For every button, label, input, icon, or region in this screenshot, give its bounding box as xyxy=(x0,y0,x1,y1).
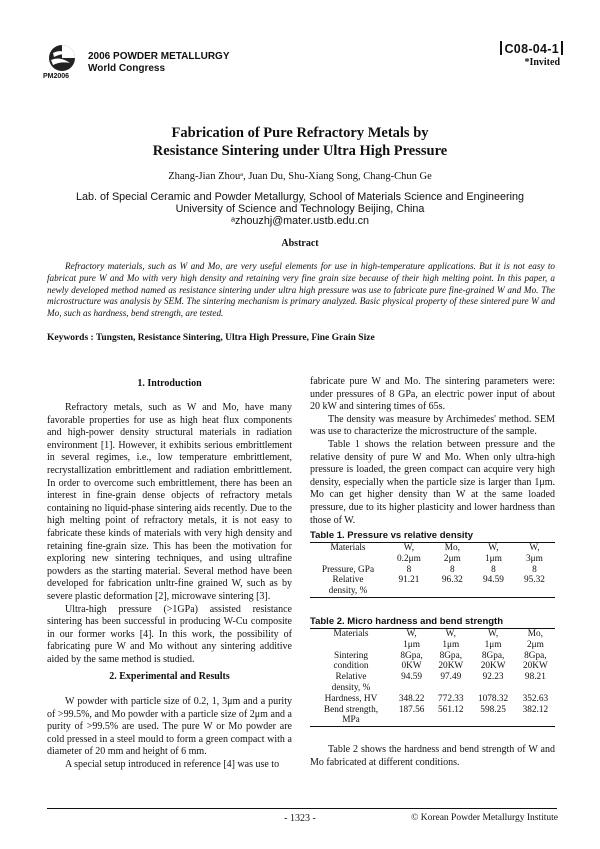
table-cell: 772.33 xyxy=(438,693,464,704)
table-header-cell: W, 3μm xyxy=(526,543,543,564)
table-row-label: Hardness, HV xyxy=(324,693,378,704)
table-cell: 8 xyxy=(450,564,455,575)
section-introduction-body xyxy=(47,402,292,666)
invited-label: *Invited xyxy=(524,57,560,68)
author-email: ᵃzhouzhj@mater.ustb.edu.cn xyxy=(230,215,370,227)
table-row-label: Sintering condition xyxy=(333,650,369,672)
table1-caption: Table 1. Pressure vs relative density xyxy=(310,530,473,541)
section-heading-introduction: 1. Introduction xyxy=(137,378,202,389)
table-header-cell: Materials xyxy=(333,629,369,639)
paper-title-line2: Resistance Sintering under Ultra High Pressure xyxy=(152,143,448,159)
table-cell: 8Gpa, 0KW xyxy=(400,650,423,672)
table-header-cell: W, 0.2μm xyxy=(397,543,421,564)
table-cell: 8 xyxy=(532,564,537,575)
table-row xyxy=(310,565,555,576)
paragraph: Table 2 shows the hardness and bend strength of W and Mo fabricated at different conditions. xyxy=(310,744,555,768)
paper-title xyxy=(0,124,600,160)
affiliation-line2: University of Science and Technology Beijing, China xyxy=(175,203,425,215)
table-cell: 97.49 xyxy=(440,672,462,683)
table-cell: 91.21 xyxy=(398,575,420,586)
keywords-label: Keywords : xyxy=(47,333,94,343)
paragraph: fabricate pure W and Mo. The sintering parameters were: under pressures of 8 GPa, an electric power input of about 20 kW and sintering times of 65s. xyxy=(310,376,555,413)
abstract-heading: Abstract xyxy=(281,238,319,249)
keywords-text: Tungsten, Resistance Sintering, Ultra High Pressure, Fine Grain Size xyxy=(93,333,375,343)
table-row-label: Relative density, % xyxy=(331,672,371,693)
abstract-text: Refractory materials, such as W and Mo, are very useful elements for use in high-temperature applications. But it is not easy to fabricat pure W and Mo with very high density and retaining very fine grain size because of their high melting point. In this paper, a newly developed method named as resistance sintering under ultra high pressure was use to fabricate pure fine-grained W and Mo. The microstructure was analysis by SEM. The sintering mechanism is primary analyzed. Basic physical property of these sintered pure W and Mo, such as hardness, bend strength, are tested. xyxy=(47,261,555,319)
table-cell: 96.32 xyxy=(441,575,463,586)
table-row-label: Relative density, % xyxy=(328,575,368,597)
table-cell: 8Gpa, 20KW xyxy=(480,650,506,672)
paragraph: Table 1 shows the relation between pressure and the relative density of pure W and Mo. When only ultra-high pressure is loaded, the green compact can acquire very high density, especially when the particle size is larger than 1μm. Mo can get higher density than W at the same loaded pressure, due to its higher plasticity and lower hardness than those of W. xyxy=(310,438,555,526)
keywords xyxy=(47,333,555,343)
affiliation xyxy=(0,191,600,227)
table-cell: 94.59 xyxy=(401,672,423,683)
table-cell: 348.22 xyxy=(398,693,425,704)
table-row xyxy=(310,651,555,673)
paper-code-text: C08-04-1 xyxy=(504,42,559,56)
conference-name xyxy=(88,51,230,75)
table-cell: 8Gpa, 20KW xyxy=(522,650,548,672)
paragraph: Ultra-high pressure (>1GPa) assisted resistance sintering has been successful in producing W-Cu composite in our former works [4]. In this work, the possibility of fabricating pure W and Mo without any sintering additive aided by the same method is studied. xyxy=(47,603,292,665)
table-header-cell: Mo, 2μm xyxy=(443,543,461,564)
paragraph: The density was measure by Archimedes' method. SEM was use to characterize the microstructure of the sample. xyxy=(310,413,555,438)
table2-caption: Table 2. Micro hardness and bend strength xyxy=(310,616,504,627)
table-header-cell: W, 1μm xyxy=(403,629,421,650)
table-cell: 187.56 xyxy=(398,704,425,715)
footer-divider xyxy=(47,808,557,809)
table-cell: 352.63 xyxy=(522,693,549,704)
table-cell: 94.59 xyxy=(482,575,504,586)
table-row xyxy=(310,672,555,694)
table-row-label: Bend strength, MPa xyxy=(323,704,379,726)
table1 xyxy=(310,542,555,598)
table-cell: 382.12 xyxy=(522,704,549,715)
table-cell: 98.21 xyxy=(524,672,546,683)
paper-title-line1: Fabrication of Pure Refractory Metals by xyxy=(171,125,429,141)
paragraph: W powder with particle size of 0.2, 1, 3μm and a purity of >99.5%, and Mo powder with a particle size of 2μm and a purity of >99.5% are used. The pure W or Mo powder are cold pressed in a steel mould to form a green compact with a diameter of 20 mm and height of 6 mm. xyxy=(47,696,292,758)
table2-discussion xyxy=(310,744,555,769)
paragraph: Refractory metals, such as W and Mo, have many favorable properties for use as high heat flux components and high-power density structural materials in radiation environment [1]. However, it exhibits serious embrittlement in several regimes, i.e., low temperature embrittlement, recrystallization embrittlement and radiation embrittlement. In order to overcome such embrittlement, there has been an interest in fine-grain dense objects of refractory metals containing no liquid-phase sintering aids recently. Due to the high melting point of refractory metals, it is not easy to fabricate these kinds of materials with very high density and retaining fine-grain size. This has been the motivation for exploring new sintering techniques, and using ultrafine powders as the starting material. Several method have been developed for fabrication unltr-fine grained W, such as by severe plastic deformation [2], microwave sintering [3]. xyxy=(47,402,292,602)
table-cell: 561.12 xyxy=(438,704,464,715)
table-header-row xyxy=(310,543,555,565)
right-column-body xyxy=(310,376,555,527)
table2 xyxy=(310,628,555,727)
page-number: - 1323 - xyxy=(284,813,316,824)
authors: Zhang-Jian Zhouᵃ, Juan Du, Shu-Xiang Song, Chang-Chun Ge xyxy=(168,171,432,182)
table-header-cell: W, 1μm xyxy=(484,629,502,650)
table-header-cell: Materials xyxy=(330,543,366,553)
table-cell: 8 xyxy=(491,564,496,575)
affiliation-line1: Lab. of Special Ceramic and Powder Metallurgy, School of Materials Science and Engineering xyxy=(75,191,525,203)
logo-text: PM2006 xyxy=(43,73,70,80)
table-row-label: Pressure, GPa xyxy=(321,564,375,575)
table-row xyxy=(310,575,555,597)
table-header-cell: W, 1μm xyxy=(484,543,502,564)
conference-name-line2: World Congress xyxy=(88,63,166,74)
table-header-cell: Mo, 2μm xyxy=(526,629,544,650)
paper-code xyxy=(498,41,565,56)
table-cell: 598.25 xyxy=(480,704,506,715)
table-cell: 8Gpa, 20KW xyxy=(438,650,464,672)
table-cell: 92.23 xyxy=(482,672,504,683)
table-row xyxy=(310,705,555,727)
paper-code-bar-right xyxy=(561,41,563,55)
table-header-row xyxy=(310,629,555,651)
table-cell: 1078.32 xyxy=(477,693,509,704)
table-row xyxy=(310,694,555,705)
copyright: © Korean Powder Metallurgy Institute xyxy=(411,813,558,823)
table-cell: 8 xyxy=(406,564,412,575)
table-header-cell: W, 1μm xyxy=(442,629,460,650)
paragraph: A special setup introduced in reference [4] was use to xyxy=(65,758,280,770)
section-heading-experimental: 2. Experimental and Results xyxy=(109,671,230,682)
section-experimental-body xyxy=(47,696,292,772)
conference-name-line1: 2006 POWDER METALLURGY xyxy=(88,51,230,62)
table-cell: 95.32 xyxy=(524,575,545,586)
paper-code-bar-left xyxy=(500,41,502,55)
